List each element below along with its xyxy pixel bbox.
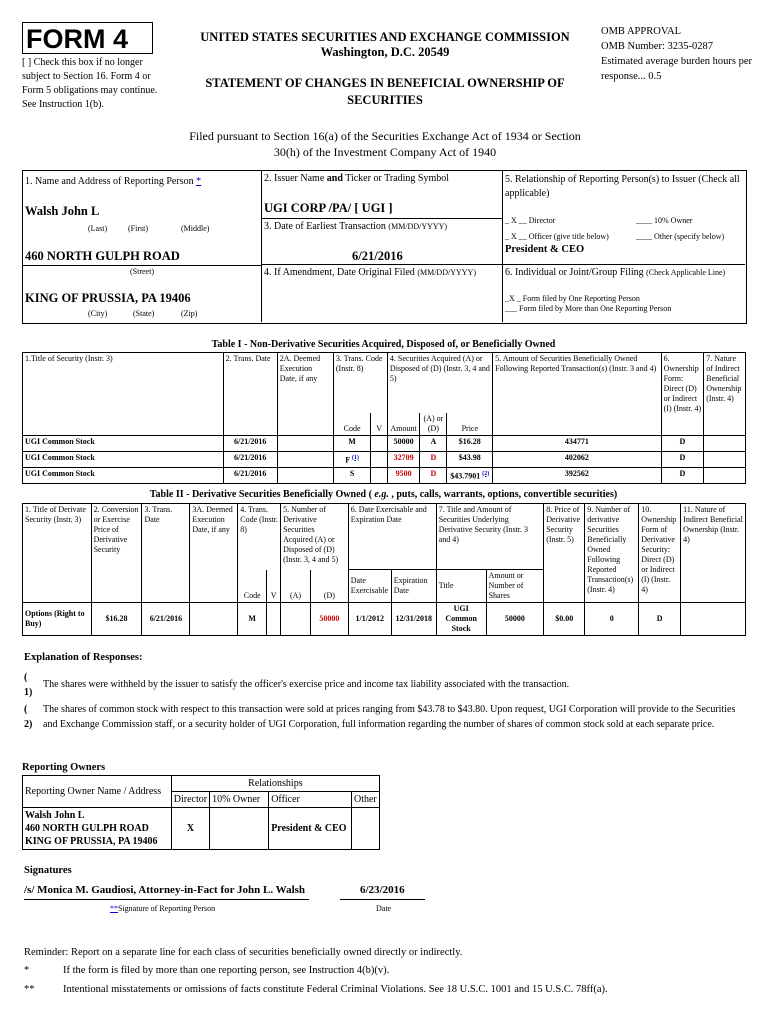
box1-label: 1. Name and Address of Reporting Person * — [25, 176, 202, 187]
row-price: $16.28 — [447, 435, 493, 451]
row-deemed — [277, 435, 333, 451]
row-owned: 402062 — [493, 451, 661, 467]
row-date: 6/21/2016 — [142, 603, 190, 636]
box3-label: 3. Date of Earliest Transaction (MM/DD/YYYY) — [264, 221, 448, 232]
row-owned: 0 — [585, 603, 639, 636]
t1-h-title: 1.Title of Security (Instr. 3) — [23, 353, 224, 436]
t2-h-nature: 11. Nature of Indirect Beneficial Ownership (Instr. 4) — [681, 504, 746, 603]
t2-h-owned: 9. Number of derivative Securities Beneficially Owned Following Reported Transaction(s) (Instr. 4) — [585, 504, 639, 603]
issuer-name: UGI CORP /PA/ [ UGI ] — [264, 201, 393, 215]
ro-h-rel: Relationships — [171, 776, 379, 792]
signer-name: /s/ Monica M. Gaudiosi, Attorney-in-Fact for John L. Walsh — [24, 884, 306, 896]
box2-label: 2. Issuer Name and Ticker or Trading Symbol — [264, 173, 450, 184]
ro-h-other: Other — [351, 792, 379, 808]
note-2: Intentional misstatements or omissions of facts constitute Federal Criminal Violations. See 18 U.S.C. 1001 and 15 U.S.C. 78ff(a). — [63, 984, 608, 995]
signatures-title: Signatures — [24, 865, 72, 876]
ro-h-name: Reporting Owner Name / Address — [23, 776, 172, 808]
row-form: D — [661, 467, 704, 483]
ro-h-ten: 10% Owner — [210, 792, 269, 808]
officer-title: President & CEO — [505, 244, 585, 255]
signature-label: **Signature of Reporting Person — [110, 904, 216, 913]
row-amount: 32709 — [387, 451, 419, 467]
check-box-text: [ ] Check this box if no longer subject to Section 16. Form 4 or Form 5 obligations may continue. See Instruction 1(b). — [22, 57, 158, 110]
row-amount: 50000 — [387, 435, 419, 451]
box4-label: 4. If Amendment, Date Original Filed (MM/DD/YYYY) — [264, 267, 476, 278]
ro-h-officer: Officer — [269, 792, 352, 808]
row-date: 6/21/2016 — [223, 467, 277, 483]
t2-h-exercisable: 6. Date Exercisable and Expiration Date — [348, 504, 436, 570]
omb-approval: OMB APPROVAL — [601, 26, 682, 37]
t2-h-code: 4. Trans. Code (Instr. 8) — [238, 504, 281, 570]
row-code: S — [333, 467, 370, 483]
t2-h-date: 3. Trans. Date — [142, 504, 190, 603]
filed-one: _X _ Form filed by One Reporting Person — [505, 294, 640, 303]
ro-owner-street: 460 NORTH GULPH ROAD — [25, 823, 149, 834]
t1-sub-v: V — [371, 413, 388, 436]
filed-more: ___ Form filed by More than One Reporting Person — [505, 304, 672, 313]
row-title: UGI Common Stock — [23, 467, 224, 483]
table2 — [22, 503, 746, 636]
signature-date: 6/23/2016 — [360, 884, 405, 896]
row-exercisable: 1/1/2012 — [348, 603, 391, 636]
omb-box — [601, 24, 761, 84]
reporter-street: 460 NORTH GULPH ROAD — [25, 249, 180, 263]
row-v — [371, 435, 388, 451]
row-ad: D — [420, 467, 447, 483]
row-code: M — [333, 435, 370, 451]
omb-burden: Estimated average burden hours per response... 0.5 — [601, 56, 753, 82]
ro-owner-city: KING OF PRUSSIA, PA 19406 — [25, 836, 158, 847]
t2-h-form: 10. Ownership Form of Derivative Security: Direct (D) or Indirect (I) (Instr. 4) — [639, 504, 681, 603]
row-code: F $^{(1)}$ — [333, 451, 370, 467]
row-form: D — [639, 603, 681, 636]
footnote-2-text: The shares of common stock with respect to this transaction were sold at prices ranging from $43.78 to $43.80. Upon request, UGI Corporation will provide to the Securities and Exchange Commission staff, or a security holder of UGI Corporation, full information regarding the number of shares of common stock sold at each separate price. — [43, 704, 736, 730]
ro-owner-name: Walsh John L — [25, 810, 85, 821]
row-v — [371, 451, 388, 467]
row-nature — [704, 451, 746, 467]
divider — [22, 265, 262, 266]
t2-sub-amount: Amount or Number of Shares — [486, 570, 544, 603]
row-deemed — [277, 467, 333, 483]
row-nature — [681, 603, 746, 636]
footnote-1-text: The shares were withheld by the issuer to satisfy the officer's exercise price and income tax liability associated with the transaction. — [43, 679, 570, 690]
row-v — [371, 467, 388, 483]
state-label: (State) — [133, 309, 155, 318]
row-title: UGI Common Stock — [23, 435, 224, 451]
row-ad: D — [420, 451, 447, 467]
statement-title: STATEMENT OF CHANGES IN BENEFICIAL OWNERSHIP OF SECURITIES — [205, 76, 565, 107]
t1-sub-code: Code — [333, 413, 370, 436]
middle-label: (Middle) — [181, 224, 210, 233]
footnote-link[interactable]: (1) — [351, 454, 359, 461]
row-deemed — [277, 451, 333, 467]
note-1-mark: * — [24, 965, 30, 976]
reminder: Reminder: Report on a separate line for each class of securities beneficially owned directly or indirectly. — [24, 947, 463, 958]
first-label: (First) — [128, 224, 148, 233]
omb-number: OMB Number: 3235-0287 — [601, 41, 713, 52]
ro-owner — [23, 808, 172, 850]
row-deriv-price: $0.00 — [544, 603, 585, 636]
row-conv-price: $16.28 — [91, 603, 142, 636]
agency-location: Washington, D.C. 20549 — [320, 45, 450, 59]
row-code: M — [238, 603, 267, 636]
note-2-mark: ** — [24, 984, 35, 995]
row-deemed — [190, 603, 238, 636]
city-label: (City) — [88, 309, 108, 318]
other-check: ____ Other (specify below) — [636, 232, 725, 241]
t1-sub-amount: Amount — [387, 413, 419, 436]
ro-ten — [210, 808, 269, 850]
t1-h-acquired: 4. Securities Acquired (A) or Disposed of (D) (Instr. 3, 4 and 5) — [387, 353, 492, 413]
row-title: Options (Right to Buy) — [23, 603, 92, 636]
footnote-2-label: ( 2) — [24, 704, 33, 730]
t2-sub-expiration: Expiration Date — [391, 570, 436, 603]
t1-h-owned: 5. Amount of Securities Beneficially Owned Following Reported Transaction(s) (Instr. 3 and 4) — [493, 353, 661, 436]
ro-director: X — [171, 808, 209, 850]
row-underlying-amount: 50000 — [486, 603, 544, 636]
footnote-link[interactable]: (2) — [482, 470, 490, 477]
filed-pursuant: Filed pursuant to Section 16(a) of the Securities Exchange Act of 1934 or Section 30(h) of the Investment Company Act of 1940 — [189, 129, 581, 159]
t2-sub-exercisable: Date Exercisable — [348, 570, 391, 603]
ro-other — [351, 808, 379, 850]
reporter-name: Walsh John L — [25, 204, 100, 218]
t2-sub-d: (D) — [310, 570, 348, 603]
table1-title: Table I - Non-Derivative Securities Acquired, Disposed of, or Beneficially Owned — [211, 339, 556, 350]
date-line — [340, 899, 425, 900]
row-amount: 9500 — [387, 467, 419, 483]
t2-h-underlying: 7. Title and Amount of Securities Underlying Derivative Security (Instr. 3 and 4) — [436, 504, 544, 570]
row-form: D — [661, 435, 704, 451]
row-nature — [704, 435, 746, 451]
divider — [261, 218, 503, 219]
t1-h-code: 3. Trans. Code (Instr. 8) — [333, 353, 387, 413]
reporting-owners-table — [22, 775, 380, 850]
row-form: D — [661, 451, 704, 467]
zip-label: (Zip) — [181, 309, 198, 318]
row-expiration: 12/31/2018 — [391, 603, 436, 636]
form-title: FORM 4 — [26, 24, 129, 54]
divider — [502, 170, 503, 322]
t2-h-price: 8. Price of Derivative Security (Instr. 5) — [544, 504, 585, 603]
table1 — [22, 352, 746, 484]
row-v — [267, 603, 281, 636]
street-label: (Street) — [130, 267, 154, 276]
signature-line — [24, 899, 309, 900]
ten-pct-check: ____ 10% Owner — [636, 216, 693, 225]
box5-label: 5. Relationship of Reporting Person(s) to Issuer (Check all applicable) — [505, 174, 740, 199]
divider — [261, 264, 745, 265]
t2-sub-code: Code — [238, 570, 267, 603]
row-price: $43.98 — [447, 451, 493, 467]
table-row — [23, 435, 746, 451]
t1-h-deemed: 2A. Deemed Execution Date, if any — [277, 353, 333, 436]
t2-h-deemed: 3A. Deemed Execution Date, if any — [190, 504, 238, 603]
note-1: If the form is filed by more than one reporting person, see Instruction 4(b)(v). — [63, 965, 390, 976]
t1-sub-ad: (A) or (D) — [420, 413, 447, 436]
table-row — [23, 451, 746, 467]
agency-name: UNITED STATES SECURITIES AND EXCHANGE COMMISSION — [200, 30, 570, 44]
row-ad: A — [420, 435, 447, 451]
row-price: $43.7901 $^{(2)}$ — [447, 467, 493, 483]
row-date: 6/21/2016 — [223, 451, 277, 467]
date-label: Date — [376, 904, 392, 913]
reporting-owners-title: Reporting Owners — [22, 762, 106, 773]
table-row — [23, 467, 746, 483]
row-d: 50000 — [310, 603, 348, 636]
officer-check: _ X __ Officer (give title below) — [505, 232, 609, 241]
row-title: UGI Common Stock — [23, 451, 224, 467]
explanation-title: Explanation of Responses: — [24, 652, 143, 663]
ro-h-director: Director — [171, 792, 209, 808]
table-row — [23, 808, 380, 850]
table-row — [23, 603, 746, 636]
t2-sub-a: (A) — [281, 570, 311, 603]
t1-h-date: 2. Trans. Date — [223, 353, 277, 436]
t2-h-conv: 2. Conversion or Exercise Price of Derivative Security — [91, 504, 142, 603]
ro-officer: President & CEO — [269, 808, 352, 850]
reporter-city: KING OF PRUSSIA, PA 19406 — [25, 291, 191, 305]
earliest-transaction-date: 6/21/2016 — [352, 249, 403, 263]
divider — [261, 170, 262, 322]
box6-label: 6. Individual or Joint/Group Filing (Check Applicable Line) — [505, 267, 726, 278]
row-owned: 392562 — [493, 467, 661, 483]
t2-h-number: 5. Number of Derivative Securities Acquired (A) or Disposed of (D) (Instr. 3, 4 and 5) — [281, 504, 349, 570]
t1-h-form: 6. Ownership Form: Direct (D) or Indirect (I) (Instr. 4) — [661, 353, 704, 436]
row-date: 6/21/2016 — [223, 435, 277, 451]
t2-sub-title: Title — [436, 570, 486, 603]
t2-h-title: 1. Title of Derivate Security (Instr. 3) — [23, 504, 92, 603]
t1-h-nature: 7. Nature of Indirect Beneficial Ownership (Instr. 4) — [704, 353, 746, 436]
director-check: _ X __ Director — [505, 216, 556, 225]
row-underlying-title: UGI Common Stock — [436, 603, 486, 636]
footnote-1-label: ( 1) — [24, 672, 33, 698]
row-nature — [704, 467, 746, 483]
table2-title: Table II - Derivative Securities Beneficially Owned ( e.g. , puts, calls, warrants, options, convertible securities) — [149, 489, 618, 500]
t1-sub-price: Price — [447, 413, 493, 436]
row-a — [281, 603, 311, 636]
t2-sub-v: V — [267, 570, 281, 603]
row-owned: 434771 — [493, 435, 661, 451]
last-label: (Last) — [88, 224, 108, 233]
